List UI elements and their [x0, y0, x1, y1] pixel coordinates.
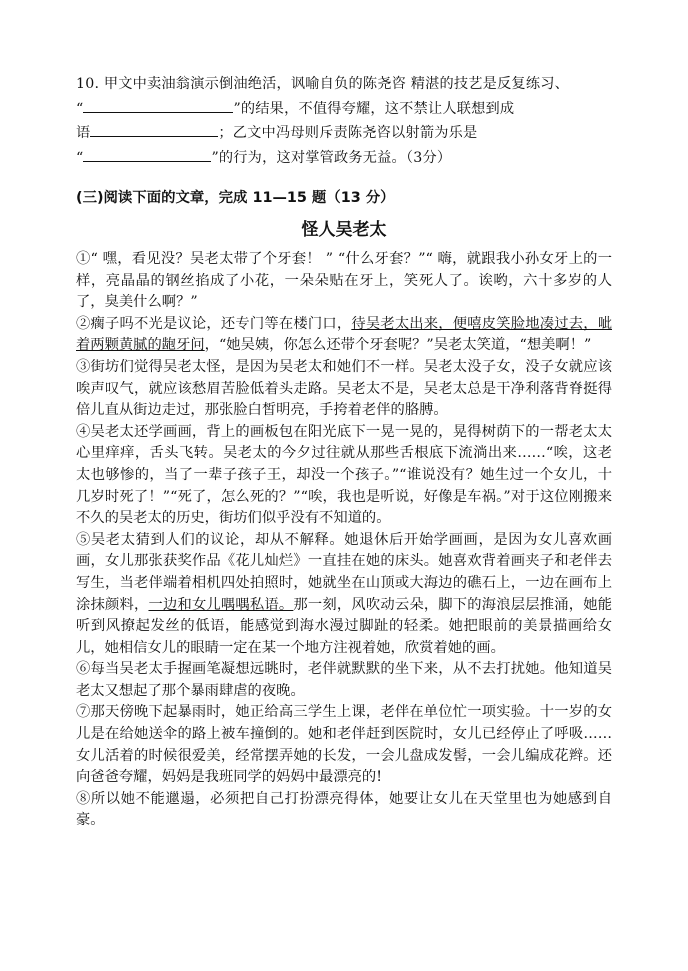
q10-line-2-open-quote: “ — [76, 100, 84, 117]
answer-blank-1 — [83, 97, 233, 113]
paragraph-3: ③街坊们觉得吴老太怪，是因为吴老太和她们不一样。吴老太没子女，没子女就应该唉声叹气，就应该愁眉苦脸低着头走路。吴老太不是，吴老太总是干净利落背脊挺得倍儿直从街边走过，那张脸白皙明亮，手挎着老伴的胳膊。 — [76, 358, 612, 419]
paragraph-2-tail: ，“她吴姨，你怎么还带个牙套呢？”吴老太笑道，“想美啊！” — [204, 337, 592, 354]
q10-line-1: 10. 甲文中卖油翁演示倒油绝活，讽喻自负的陈尧咨 精湛的技艺是反复练习、 — [76, 76, 569, 92]
paragraph-5-lead: ⑤吴老太猜到人们的议论，却从不解释。她退休后开始学画画，是因为女儿喜欢画画，女儿那张获奖作品《花儿灿烂》一直挂在她的床头。她喜欢背着画夹子和老伴去写生，当老伴端着相机四处拍照时，她就坐在山顶或大海边的礁石上，一边在画布上涂抹颜料， — [76, 531, 612, 613]
answer-blank-3 — [83, 146, 211, 162]
q10-line-3-text: ；乙文中冯母则斥责陈尧咨以射箭为乐是 — [218, 125, 478, 141]
paragraph-2-lead: ②瘸子吗不光是议论，还专门等在楼门口， — [76, 315, 352, 332]
paragraph-6: ⑥每当吴老太手握画笔凝想远眺时，老伴就默默的坐下来，从不去打扰她。他知道吴老太又想起了那个暴雨肆虐的夜晚。 — [76, 661, 612, 699]
section-heading: (三)阅读下面的文章，完成 11—15 题（13 分） — [76, 190, 395, 206]
q10-line-3 — [76, 121, 612, 146]
question-10 — [76, 72, 612, 170]
paragraph-1: ①“ 嘿，看见没？吴老太带了个牙套！ ” “什么牙套？”“ 嗨，就跟我小孙女牙上的一样，亮晶晶的钢丝掐成了小花，一朵朵贴在牙上，笑死人了。诶哟，六十多岁的人了，臭美什么啊？” — [76, 251, 612, 311]
article-title: 怪人吴老太 — [301, 220, 387, 240]
paragraph-5-tail: 那一刻，风吹动云朵，脚下的海浪层层推涌，她能听到风撩起发丝的低语，能感觉到海水漫过脚趾的轻柔。她把眼前的美景描画给女儿，她相信女儿的眼睛一定在某一个地方注视着她，欣赏着她的画。 — [76, 596, 613, 656]
paragraph-5-underlined: 一边和女儿喁喁私语。 — [148, 596, 294, 613]
paragraph-2-underlined: 待吴老太出来，便嘻皮笑脸地凑过去，呲着两颗黄腻的龅牙问 — [76, 315, 612, 354]
q10-line-2-text: ”的结果，不值得夸耀，这不禁让人联想到成 — [233, 100, 515, 117]
q10-line-4-text: ”的行为，这对掌管政务无益。（3分） — [211, 149, 452, 166]
paragraph-4: ④吴老太还学画画，背上的画板包在阳光底下一晃一晃的，晃得树荫下的一帮老太太心里痒痒，舌头飞转。吴老太的今夕过往就从那些舌根底下流淌出来……“唉，这老太也够惨的，当了一辈子孩子王，却没一个孩子。”“谁说没有？她生过一个女儿，十几岁时死了！”“死了，怎么死的？”“唉，我也是听说，好像是车祸。”对于这位刚搬来不久的吴老太的历史，街坊们似乎没有不知道的。 — [76, 423, 612, 527]
answer-blank-2 — [90, 121, 218, 137]
q10-line-4 — [76, 146, 612, 171]
paragraph-8: ⑧所以她不能邋遢，必须把自己打扮漂亮得体，她要让女儿在天堂里也为她感到自豪。 — [76, 790, 612, 829]
paragraph-2 — [76, 314, 612, 357]
document-page — [76, 72, 612, 832]
paragraph-5 — [76, 530, 612, 660]
q10-line-3-word: 语 — [76, 125, 91, 141]
q10-line-2 — [76, 97, 612, 122]
q10-line-4-open-quote: “ — [76, 149, 84, 166]
paragraph-7: ⑦那天傍晚下起暴雨时，她正给高三学生上课，老伴在单位忙一项实验。十一岁的女儿是在给她送伞的路上被车撞倒的。她和老伴赶到医院时，女儿已经停止了呼吸…… 女儿活着的时候很爱美，经常摆弄她的长发，一会儿盘成发髻，一会儿编成花辫。还向爸爸夸耀，妈妈是我班同学的妈妈中最漂亮的! — [76, 704, 612, 786]
